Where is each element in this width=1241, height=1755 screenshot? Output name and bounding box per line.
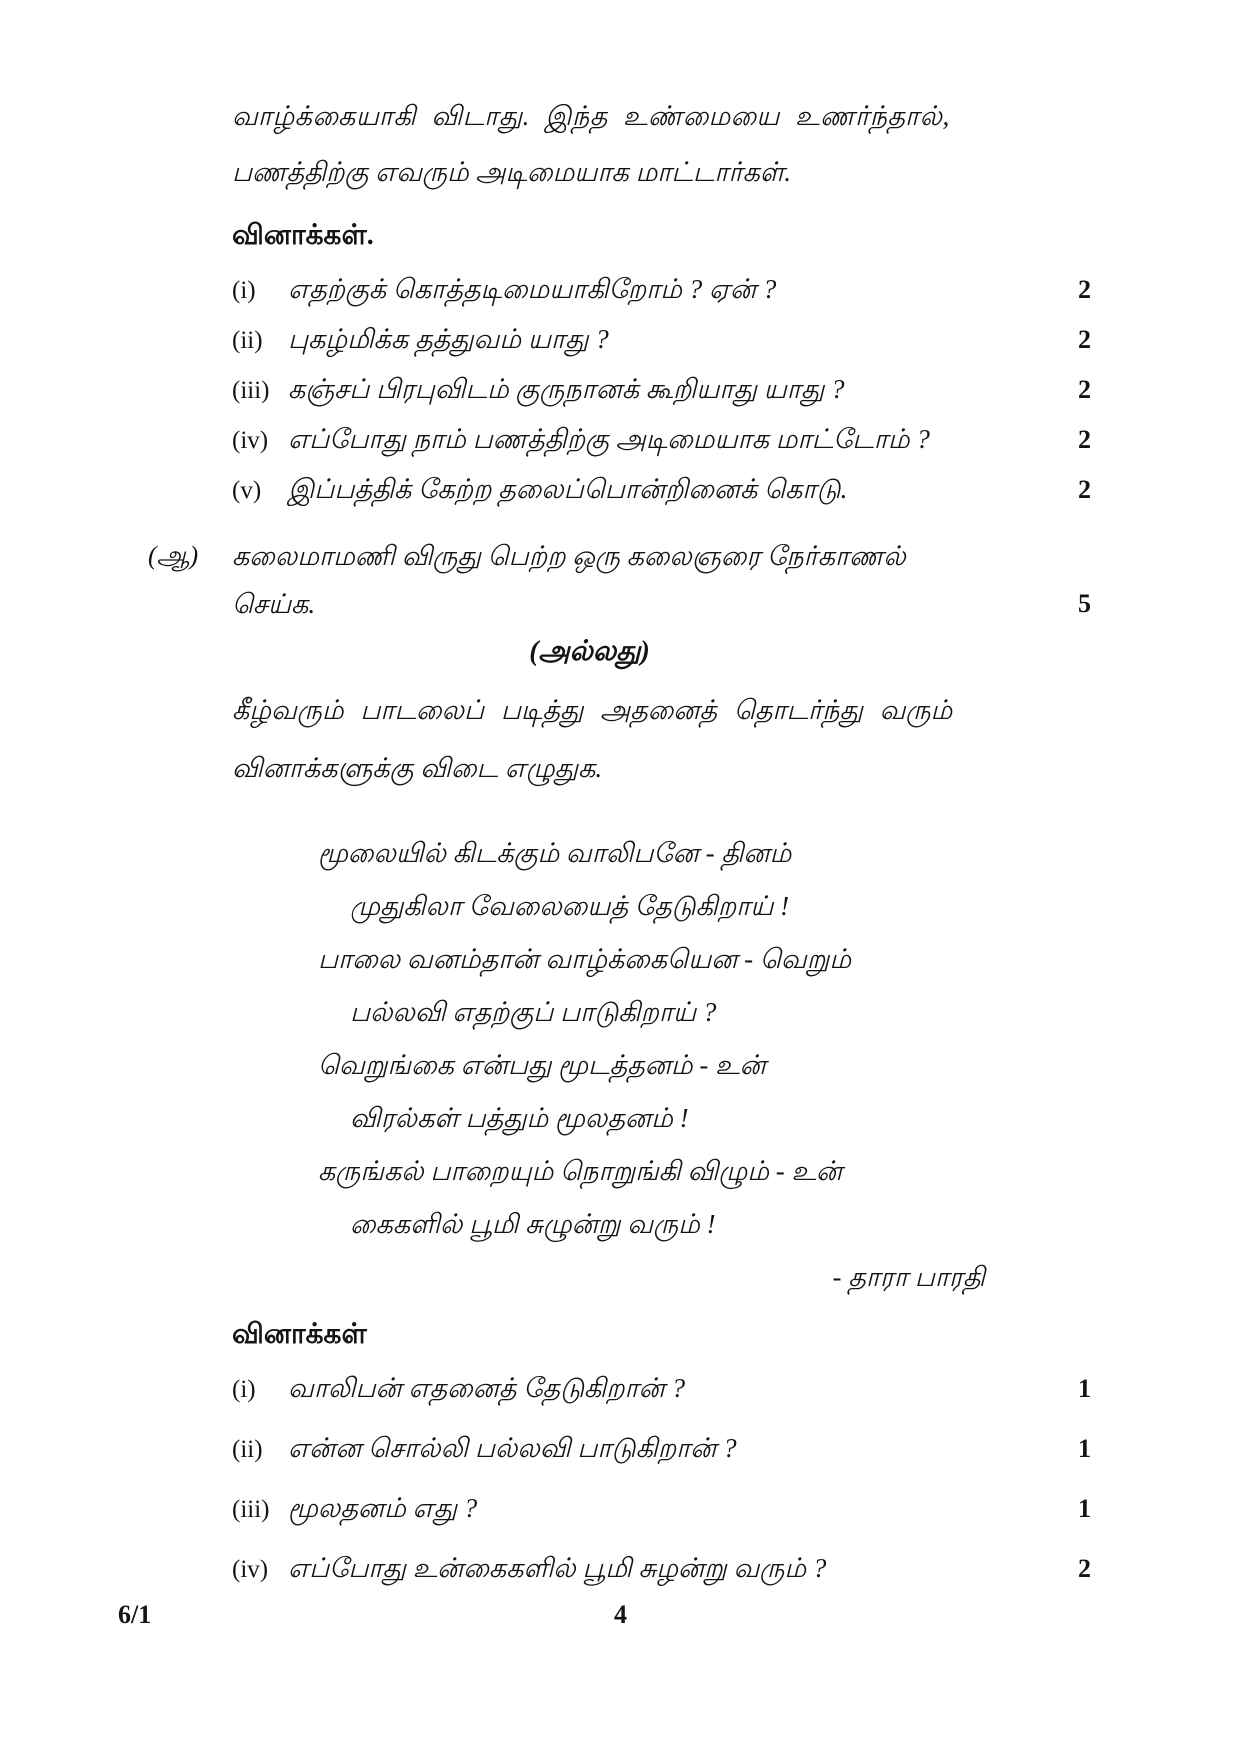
instruction-paragraph — [232, 681, 1091, 797]
marks-value: 2 — [1078, 425, 1091, 454]
poem-attribution: - தாரா பாரதி — [832, 1262, 985, 1292]
question-list-1 — [148, 274, 1091, 506]
question-row — [232, 1553, 1091, 1585]
question-number: (i) — [232, 277, 256, 304]
question-text: வாலிபன் எதனைத் தேடுகிறான் ? — [288, 1373, 686, 1403]
intro-paragraph — [232, 88, 1091, 200]
section-aa-text — [232, 532, 1055, 628]
question-text: புகழ்மிக்க தத்துவம் யாது ? — [288, 324, 609, 354]
marks-value: 1 — [1078, 1374, 1091, 1403]
questions-heading-1: வினாக்கள். — [232, 220, 374, 251]
question-row — [232, 1493, 1091, 1525]
poem-line: முதுகிலா வேலையைத் தேடுகிறாய் ! — [350, 891, 790, 921]
question-row — [232, 474, 1091, 506]
section-label: (ஆ) — [148, 541, 199, 570]
poem-line: கைகளில் பூமி சுழுன்று வரும் ! — [350, 1209, 716, 1239]
footer-page-number: 4 — [614, 1600, 627, 1629]
question-text: மூலதனம் எது ? — [288, 1493, 478, 1523]
question-number: (iv) — [232, 1556, 269, 1583]
question-list-2 — [148, 1373, 1091, 1585]
poem-line: பல்லவி எதற்குப் பாடுகிறாய் ? — [350, 997, 717, 1027]
question-row — [232, 324, 1091, 356]
marks-value: 1 — [1078, 1494, 1091, 1523]
marks-value: 2 — [1078, 275, 1091, 304]
question-text: எப்போது உன்கைகளில் பூமி சுழன்று வரும் ? — [288, 1553, 827, 1583]
question-number: (iii) — [232, 1496, 270, 1523]
marks-value: 2 — [1078, 325, 1091, 354]
intro-line: பணத்திற்கு எவரும் அடிமையாக மாட்டார்கள். — [232, 157, 791, 187]
question-row — [232, 374, 1091, 406]
marks-value: 5 — [1078, 589, 1091, 618]
instruction-line: கீழ்வரும் பாடலைப் படித்து அதனைத் தொடர்ந்து வரும் — [232, 695, 953, 725]
question-number: (v) — [232, 477, 262, 504]
question-text: கஞ்சப் பிரபுவிடம் குருநானக் கூறியாது யாது ? — [288, 374, 845, 404]
question-text: எதற்குக் கொத்தடிமையாகிறோம் ? ஏன் ? — [288, 274, 777, 304]
question-text: என்ன சொல்லி பல்லவி பாடுகிறான் ? — [288, 1433, 737, 1463]
marks-value: 2 — [1078, 375, 1091, 404]
question-number: (ii) — [232, 1436, 263, 1463]
section-aa — [148, 532, 1091, 628]
footer-paper-code: 6/1 — [118, 1600, 152, 1629]
question-text: எப்போது நாம் பணத்திற்கு அடிமையாக மாட்டோம் ? — [288, 424, 930, 454]
intro-line: வாழ்க்கையாகி விடாது. இந்த உண்மையை உணர்ந்தால், — [232, 101, 950, 131]
marks-value: 2 — [1078, 1554, 1091, 1583]
poem-line: விரல்கள் பத்தும் மூலதனம் ! — [350, 1103, 689, 1133]
poem-block — [148, 827, 1091, 1251]
poem-line: வெறுங்கை என்பது மூடத்தனம் - உன் — [318, 1050, 766, 1080]
question-row — [232, 424, 1091, 456]
question-row — [232, 274, 1091, 306]
section-aa-line: கலைமாமணி விருது பெற்ற ஒரு கலைஞரை நேர்காணல் — [232, 541, 906, 571]
question-number: (iii) — [232, 377, 270, 404]
poem-line: பாலை வனம்தான் வாழ்க்கையென - வெறும் — [318, 944, 852, 974]
question-row — [232, 1433, 1091, 1465]
section-aa-line: செய்க. — [232, 589, 316, 619]
instruction-line: வினாக்களுக்கு விடை எழுதுக. — [232, 753, 603, 783]
questions-heading-2: வினாக்கள் — [232, 1319, 367, 1350]
question-number: (iv) — [232, 427, 269, 454]
question-number: (ii) — [232, 327, 263, 354]
question-number: (i) — [232, 1376, 256, 1403]
marks-value: 2 — [1078, 475, 1091, 504]
or-divider: (அல்லது) — [529, 636, 650, 667]
poem-line: மூலையில் கிடக்கும் வாலிபனே - தினம் — [318, 838, 792, 868]
poem-line: கருங்கல் பாறையும் நொறுங்கி விழும் - உன் — [318, 1156, 843, 1186]
question-row — [232, 1373, 1091, 1405]
question-text: இப்பத்திக் கேற்ற தலைப்பொன்றினைக் கொடு. — [288, 474, 848, 504]
marks-value: 1 — [1078, 1434, 1091, 1463]
